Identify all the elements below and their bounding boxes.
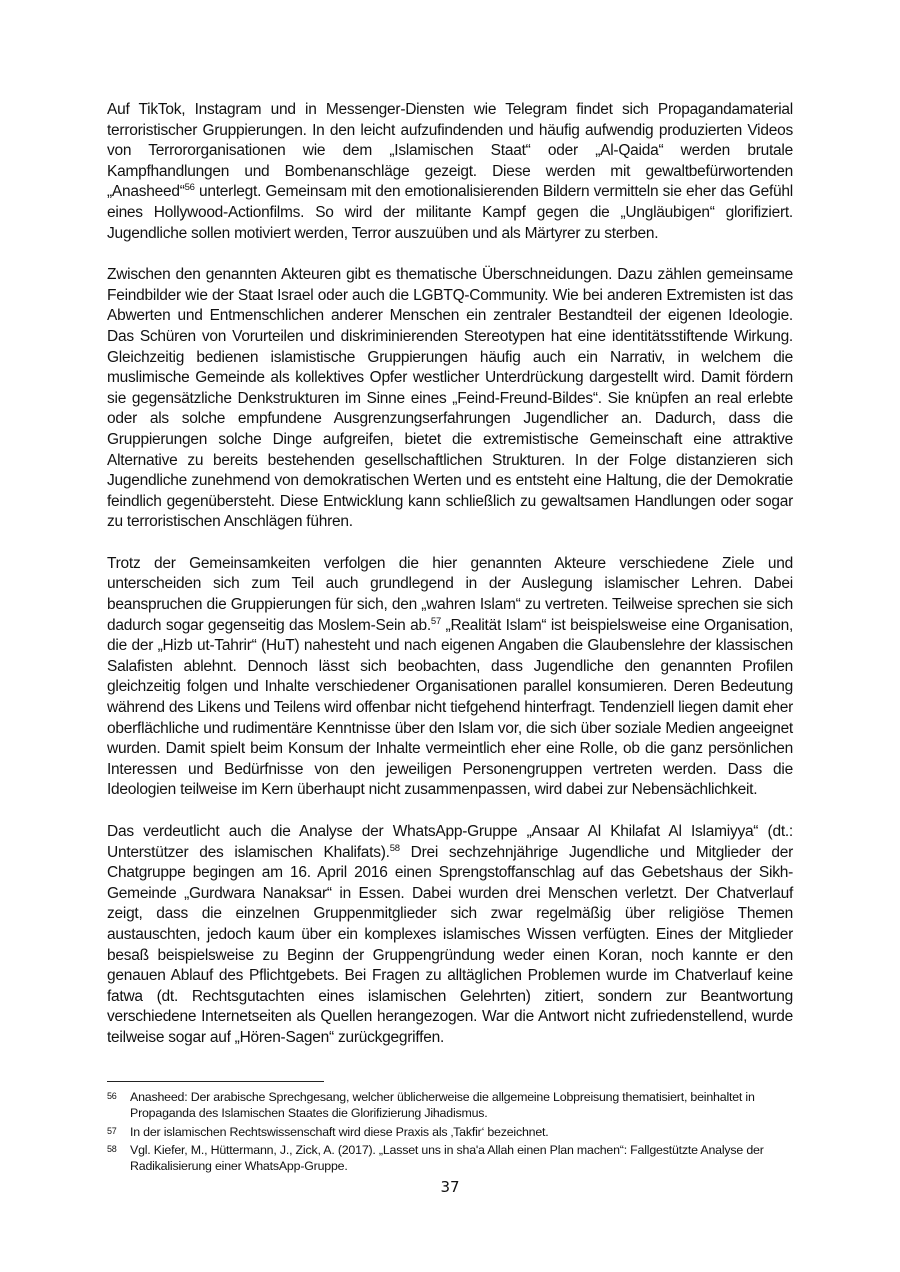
paragraph-text: Trotz der Gemeinsamkeiten verfolgen die hier genannten Akteure verschiedene Ziele und unterscheiden sich zum Teil auch grundlegend in der Auslegung islamischer Lehren. Dabei beanspruchen die Gruppierungen für sich, den „wahren Islam“ zu vertreten. Teilweise sprechen sie sich dadurch sogar gegenseitig das Moslem-Sein ab. [107,554,793,634]
footnote-ref-57[interactable]: 57 [430,615,441,627]
footnote-ref-58[interactable]: 58 [389,842,400,854]
paragraph-tiktok-propaganda [107,100,793,244]
footnote-number: 56 [107,1091,117,1101]
paragraph-thematic-overlaps [107,265,793,533]
page-number: 37 [440,1178,460,1196]
paragraph-text: Auf TikTok, Instagram und in Messenger-Diensten wie Telegram findet sich Propagandamaterial terroristischer Gruppierungen. In den leicht aufzufindenden und häufig aufwendig produzierten Videos von Terrororganisationen wie dem „Islamischen Staat“ oder „Al-Qaida“ werden brutale Kampfhandlungen und Bombenanschläge gezeigt. Diese werden mit gewaltbefürwortenden „Anasheed“ [107,101,793,201]
paragraph-text: Drei sechzehnjährige Jugendliche und Mitglieder der Chatgruppe begingen am 16. April 2016 einen Sprengstoffanschlag auf das Gebetshaus der Sikh-Gemeinde „Gurdwara Nanaksar“ in Essen. Dabei wurden drei Menschen verletzt. Der Chatverlauf zeigt, dass die einzelnen Gruppenmitglieder sich zwar regelmäßig über religiöse Themen austauschten, jedoch kaum über ein komplexes islamisches Wissen verfügten. Eines der Mitglieder besaß beispielsweise zu Beginn der Gruppengründung weder einen Koran, noch kannte er den genauen Ablauf des Pflichtgebets. Bei Fragen zu alltäglichen Problemen wurde im Chatverlauf keine fatwa (dt. Rechtsgutachten eines islamischen Gelehrten) zitiert, sondern zur Beantwortung verschiedene Internetseiten als Quellen herangezogen. War die Antwort nicht zufriedenstellend, wurde teilweise sogar auf „Hören-Sagen“ zurückgegriffen. [107,843,794,1046]
footnote-ref-56[interactable]: 56 [184,182,195,194]
paragraph-different-goals [107,554,793,801]
footnote-57 [107,1124,793,1140]
footnote-number: 57 [107,1125,117,1136]
footnote-58 [107,1142,793,1175]
body-text [107,100,793,1070]
paragraph-whatsapp-analysis [107,822,793,1049]
paragraph-text: unterlegt. Gemeinsam mit den emotionalisierenden Bildern vermitteln sie eher das Gefühl eines Hollywood-Actionfilms. So wird der militante Kampf gegen die „Ungläubigen“ glorifiziert. Jugendliche sollen motiviert werden, Terror auszuüben und als Märtyrer zu sterben. [107,183,793,242]
footnote-text: Anasheed: Der arabische Sprechgesang, welcher üblicherweise die allgemeine Lobpreisung thematisiert, beinhaltet in Propaganda des Islamischen Staates die Glorifizierung Jihadismus. [130,1090,755,1121]
paragraph-text: Zwischen den genannten Akteuren gibt es thematische Überschneidungen. Dazu zählen gemeinsame Feindbilder wie der Staat Israel oder auch die LGBTQ-Community. Wie bei anderen Extremisten ist das Abwerten und Entmenschlichen anderer Menschen ein zentraler Bestandteil der eigenen Ideologie. Das Schüren von Vorurteilen und diskriminierenden Stereotypen hat eine identitätsstiftende Wirkung. Gleichzeitig bedienen islamistische Gruppierungen häufig auch ein Narrativ, in welchem die muslimische Gemeinde als kollektives Opfer westlicher Unterdrückung dargestellt wird. Damit fördern sie gegensätzliche Denkstrukturen im Sinne eines „Feind-Freund-Bildes“. Sie knüpfen an real erlebte oder als solche empfundene Ausgrenzungserfahrungen Jugendlicher an. Dadurch, dass die Gruppierungen solche Dinge aufgreifen, bietet die extremistische Gemeinschaft eine attraktive Alternative zu bereits bestehenden gesellschaftlichen Strukturen. In der Folge distanzieren sich Jugendliche zunehmend von demokratischen Werten und es entsteht eine Haltung, die der Demokratie feindlich gegenübersteht. Diese Entwicklung kann schließlich zu gewaltsamen Handlungen oder sogar zu terroristischen Anschlägen führen. [107,266,793,531]
footnote-divider [107,1081,324,1082]
footnotes [107,1089,793,1176]
footnote-text: Vgl. Kiefer, M., Hüttermann, J., Zick, A. (2017). „Lasset uns in sha'a Allah einen Plan machen“: Fallgestützte Analyse der Radikalisierung einer WhatsApp-Gruppe. [130,1142,764,1174]
paragraph-text: Das verdeutlicht auch die Analyse der WhatsApp-Gruppe „Ansaar Al Khilafat Al Islamiyya“ (dt.: Unterstützer des islamischen Khalifats). [107,823,793,861]
footnote-number: 58 [107,1143,117,1154]
paragraph-text: „Realität Islam“ ist beispielsweise eine Organisation, die der „Hizb ut-Tahrir“ (HuT) nahesteht und nach eigenen Angaben die Glaubenslehre der klassischen Salafisten ablehnt. Dennoch lässt sich beobachten, dass Jugendliche den genannten Profilen gleichzeitig folgen und Inhalte verschiedener Organisationen parallel konsumieren. Deren Bedeutung während des Likens und Teilens wird offenbar nicht tiefgehend hinterfragt. Tendenziell liegen damit eher oberflächliche und rudimentäre Kenntnisse über den Islam vor, die sich über soziale Medien angeeignet wurden. Damit spielt beim Konsum der Inhalte vermeintlich eher eine Rolle, ob die ganz persönlichen Interessen und Bedürfnisse von den jeweiligen Personengruppen vertreten werden. Dass die Ideologien teilweise im Kern überhaupt nicht zusammenpassen, wird dabei zur Nebensächlichkeit. [107,616,793,799]
footnote-56 [107,1089,793,1122]
footnote-text: In der islamischen Rechtswissenschaft wird diese Praxis als ‚Takfir‘ bezeichnet. [130,1124,549,1139]
